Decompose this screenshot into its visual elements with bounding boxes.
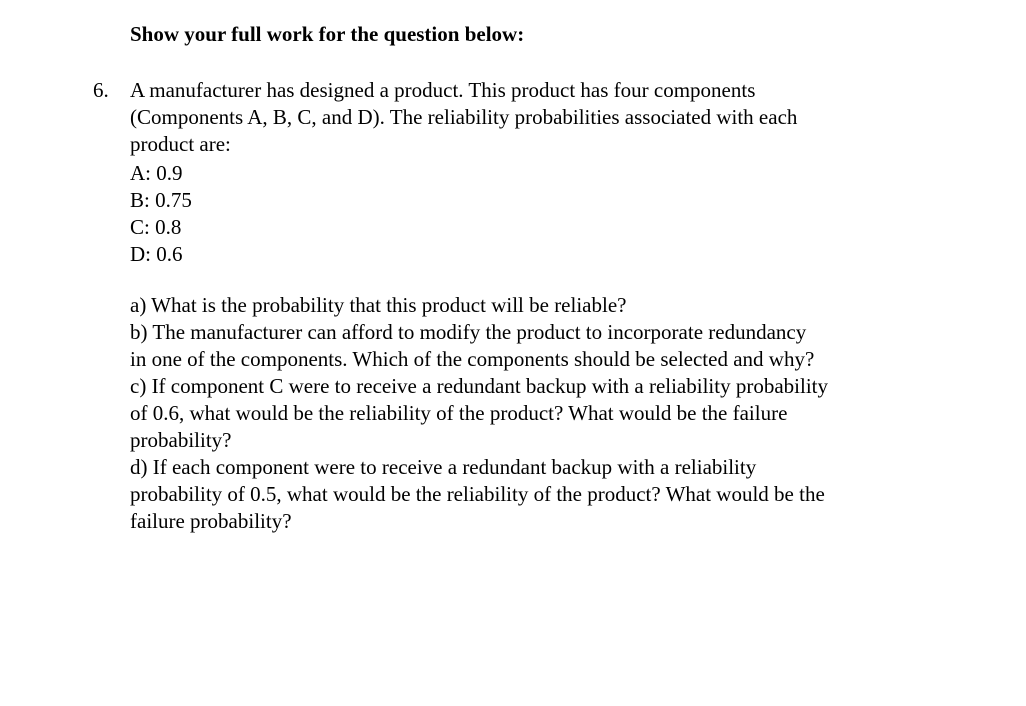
intro-line: A manufacturer has designed a product. This product has four components	[130, 78, 756, 102]
part-c-line: probability?	[130, 428, 232, 452]
part-a-line: a) What is the probability that this product will be reliable?	[130, 293, 627, 317]
intro-line: (Components A, B, C, and D). The reliability probabilities associated with each	[130, 105, 798, 129]
part-d-line: d) If each component were to receive a redundant backup with a reliability	[130, 455, 757, 479]
component-b-reliability: B: 0.75	[130, 188, 192, 212]
part-b-line: in one of the components. Which of the components should be selected and why?	[130, 347, 815, 371]
part-c-line: of 0.6, what would be the reliability of the product? What would be the failure	[130, 401, 788, 425]
component-d-reliability: D: 0.6	[130, 242, 183, 266]
question-parts	[130, 292, 910, 535]
component-reliability-list	[130, 160, 910, 268]
part-d-line: probability of 0.5, what would be the reliability of the product? What would be the	[130, 482, 825, 506]
part-c-line: c) If component C were to receive a redundant backup with a reliability probability	[130, 374, 828, 398]
part-b-line: b) The manufacturer can afford to modify the product to incorporate redundancy	[130, 320, 807, 344]
intro-line: product are:	[130, 132, 231, 156]
question-intro	[130, 77, 910, 158]
instruction-heading: Show your full work for the question below:	[130, 22, 525, 46]
question-number: 6.	[93, 78, 109, 102]
component-c-reliability: C: 0.8	[130, 215, 182, 239]
part-d-line: failure probability?	[130, 509, 292, 533]
component-a-reliability: A: 0.9	[130, 161, 183, 185]
